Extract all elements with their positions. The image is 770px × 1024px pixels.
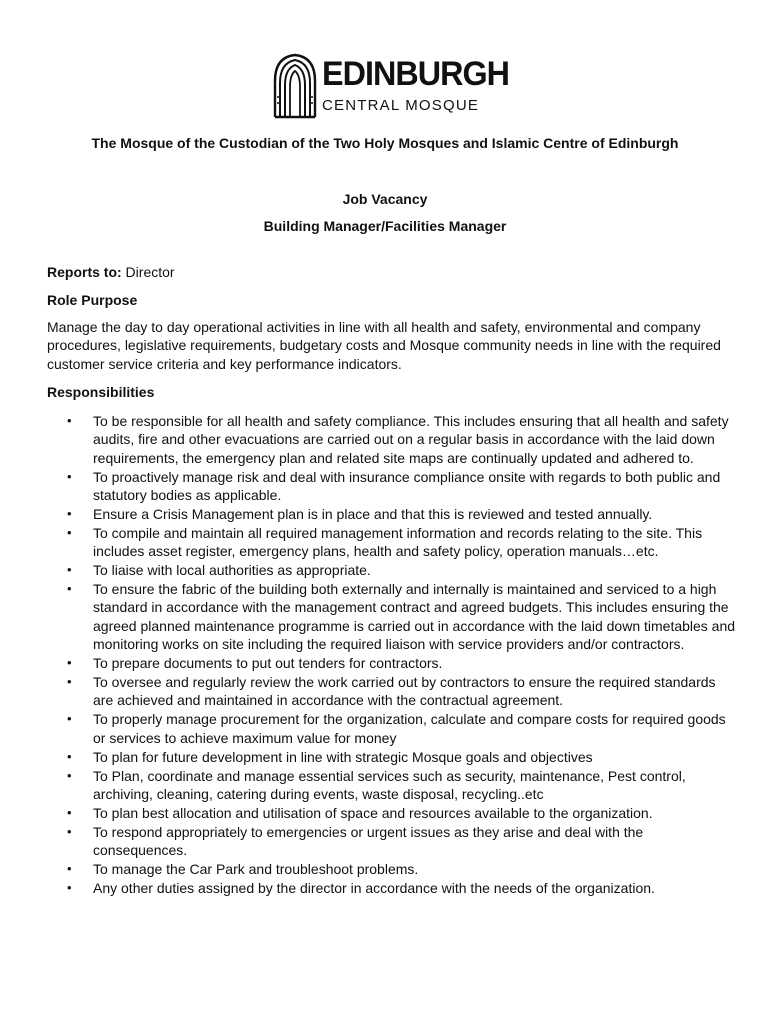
bullet-icon: • (67, 767, 72, 783)
list-item: • To plan for future development in line with strategic Mosque goals and objectives (67, 748, 593, 765)
vacancy-title: Job Vacancy (342, 191, 428, 207)
bullet-icon: • (67, 468, 72, 484)
role-purpose-text: Manage the day to day operational activities in line with all health and safety, environmental and company procedures, legislative requirements, budgetary costs and Mosque community needs in line with the required customer service criteria and key performance indicators. (47, 319, 721, 372)
responsibilities-list (47, 412, 737, 898)
bullet-icon: • (67, 505, 72, 521)
list-item: • Ensure a Crisis Management plan is in place and that this is reviewed and tested annually. (67, 505, 653, 522)
bullet-icon: • (67, 413, 72, 428)
list-item: • To be responsible for all health and safety compliance. This includes ensuring that all health and safety audits, fire and other evacuations are carried out on a regular basis in accordance with the laid down requirements, the emergency plan and related site maps are continually updated and adhered to. (67, 413, 729, 466)
responsibilities-heading: Responsibilities (47, 384, 155, 400)
role-purpose-heading: Role Purpose (47, 292, 138, 308)
list-item: • To respond appropriately to emergencies or urgent issues as they arise and deal with the consequences. (67, 823, 644, 859)
list-item: • To liaise with local authorities as appropriate. (67, 562, 371, 579)
position-title: Building Manager/Facilities Manager (263, 218, 507, 234)
list-item: • To compile and maintain all required management information and records relating to the site. This includes asset register, emergency plans, health and safety policy, operation manuals…etc. (67, 524, 703, 560)
bullet-icon: • (67, 748, 72, 764)
list-item: • To properly manage procurement for the organization, calculate and compare costs for required goods or services to achieve maximum value for money (67, 711, 726, 746)
list-item: • Any other duties assigned by the director in accordance with the needs of the organization. (67, 880, 655, 897)
bullet-icon: • (67, 673, 72, 689)
list-item: • To manage the Car Park and troubleshoot problems. (67, 861, 419, 878)
organization-title: The Mosque of the Custodian of the Two Holy Mosques and Islamic Centre of Edinburgh (91, 135, 679, 151)
reports-to-label: Reports to: (47, 264, 122, 280)
bullet-icon: • (67, 581, 72, 597)
bullet-icon: • (67, 562, 72, 578)
list-item: • To Plan, coordinate and manage essential services such as security, maintenance, Pest control, archiving, cleaning, catering during events, waste disposal, recycling..etc (67, 767, 686, 802)
bullet-icon: • (67, 804, 72, 820)
list-item: • To ensure the fabric of the building both externally and internally is maintained and serviced to a high standard in accordance with the management contract and agreed budgets. This includes ensuring the agreed planned maintenance programme is carried out in accordance with the laid down timetables and monitoring works on site including the required liaison with service providers and/or contractors. (67, 581, 736, 652)
bullet-icon: • (67, 823, 72, 839)
logo-subtitle: CENTRAL MOSQUE (322, 97, 480, 114)
list-item: • To oversee and regularly review the work carried out by contractors to ensure the required standards are achieved and maintained in accordance with the contractual agreement. (67, 673, 716, 709)
logo-name: EDINBURGH (322, 55, 510, 93)
reports-to (47, 263, 737, 281)
bullet-icon: • (67, 880, 72, 896)
bullet-icon: • (67, 861, 72, 877)
bullet-icon: • (67, 654, 72, 670)
mosque-logo (272, 53, 510, 119)
reports-to-value: Director (121, 264, 175, 280)
list-item: • To proactively manage risk and deal with insurance compliance onsite with regards to both public and statutory bodies as applicable. (67, 468, 721, 503)
list-item: • To prepare documents to put out tenders for contractors. (67, 654, 443, 671)
arch-emblem-icon (272, 53, 318, 119)
bullet-icon: • (67, 524, 72, 540)
list-item: • To plan best allocation and utilisation of space and resources available to the organization. (67, 804, 653, 821)
bullet-icon: • (67, 711, 72, 727)
